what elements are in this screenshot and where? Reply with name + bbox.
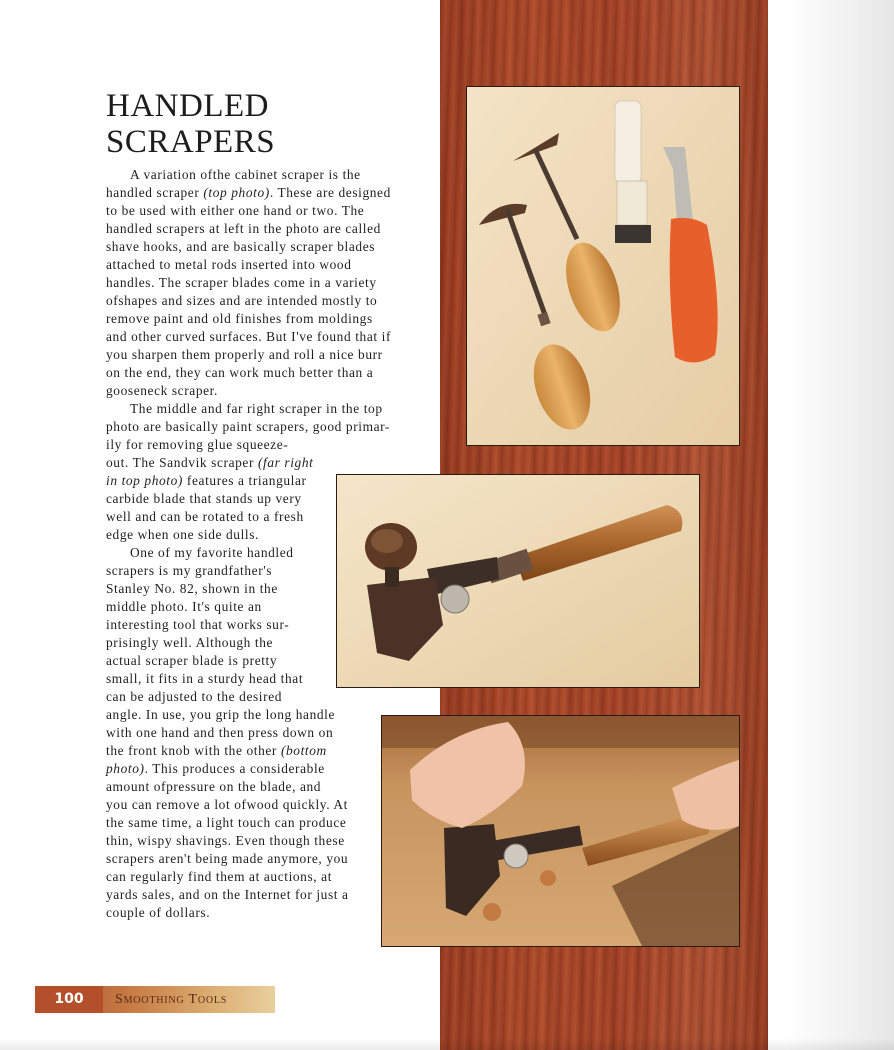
text-run: prisingly well. Although the (106, 635, 274, 650)
text-run: handled scrapers at left in the photo are called (106, 221, 381, 236)
text-run: to be used with either one hand or two. The (106, 203, 365, 218)
page-title (106, 88, 426, 160)
section-title: Smoothing Tools (115, 992, 228, 1007)
text-run: Stanley No. 82, shown in the (106, 581, 278, 596)
italic-ref: in top photo) (106, 473, 183, 488)
body-line (106, 220, 381, 238)
text-run: angle. In use, you grip the long handle (106, 707, 336, 722)
text-run: handled scraper (106, 185, 204, 200)
text-run: out. The Sandvik scraper (106, 455, 258, 470)
text-run: interesting tool that works sur- (106, 617, 290, 632)
body-line (106, 526, 259, 544)
text-run: you sharpen them properly and roll a nice burr (106, 347, 383, 362)
text-run: middle photo. It's quite an (106, 599, 262, 614)
text-run: attached to metal rods inserted into wood (106, 257, 352, 272)
text-run: . These are designed (269, 185, 391, 200)
body-line (106, 760, 325, 778)
text-run: edge when one side dulls. (106, 527, 259, 542)
body-line (106, 454, 313, 472)
body-line (106, 832, 345, 850)
text-run: ofshapes and sizes and are intended mostly to (106, 293, 378, 308)
photo-stanley-82 (336, 474, 700, 688)
text-run: ily for removing glue squeeze- (106, 437, 289, 452)
text-run: photo are basically paint scrapers, good primar- (106, 419, 390, 434)
body-line (106, 616, 289, 634)
body-line (130, 166, 361, 184)
body-line (106, 562, 272, 580)
page-shadow (0, 1038, 894, 1050)
text-run: actual scraper blade is pretty (106, 653, 278, 668)
body-line (106, 490, 302, 508)
body-line (106, 814, 346, 832)
body-line (106, 238, 375, 256)
body-line (106, 256, 352, 274)
text-run: with one hand and then press down on (106, 725, 334, 740)
body-line (106, 436, 288, 454)
body-line (106, 508, 304, 526)
body-line (106, 724, 333, 742)
page-number: 100 (35, 986, 103, 1013)
text-run: the front knob with the other (106, 743, 281, 758)
body-line (106, 706, 335, 724)
text-run: can be adjusted to the desired (106, 689, 283, 704)
text-run: can regularly find them at auctions, at (106, 869, 333, 884)
body-line (106, 580, 278, 598)
text-run: yards sales, and on the Internet for just a (106, 887, 349, 902)
text-run: A variation ofthe cabinet scraper is the (130, 167, 361, 182)
italic-ref: (bottom (280, 743, 327, 758)
body-line (106, 868, 332, 886)
body-line (106, 742, 327, 760)
body-line (106, 652, 277, 670)
photo-scraper-in-use (381, 715, 740, 947)
body-line (106, 364, 373, 382)
body-line (106, 310, 373, 328)
text-run: One of my favorite handled (130, 545, 294, 560)
body-line (106, 796, 348, 814)
text-run: small, it fits in a sturdy head that (106, 671, 304, 686)
body-line (130, 400, 383, 418)
title-line-1: HANDLED (106, 88, 269, 124)
body-line (106, 328, 391, 346)
text-run: shave hooks, and are basically scraper blades (106, 239, 376, 254)
text-run: gooseneck scraper. (106, 383, 218, 398)
text-run: the same time, a light touch can produce (106, 815, 347, 830)
text-run: thin, wispy shavings. Even though these (106, 833, 345, 848)
italic-ref: (top photo) (203, 185, 270, 200)
body-line (130, 544, 294, 562)
text-run: well and can be rotated to a fresh (106, 509, 304, 524)
body-line (106, 670, 303, 688)
body-line (106, 184, 391, 202)
text-run: couple of dollars. (106, 905, 211, 920)
body-line (106, 598, 262, 616)
body-line (106, 778, 321, 796)
body-line (106, 418, 390, 436)
text-run: and other curved surfaces. But I've found that if (106, 329, 392, 344)
title-line-2: SCRAPERS (106, 124, 276, 160)
italic-ref: photo) (106, 761, 145, 776)
body-line (106, 886, 349, 904)
text-run: on the end, they can work much better than a (106, 365, 374, 380)
body-line (106, 688, 282, 706)
body-line (106, 382, 218, 400)
text-run: amount ofpressure on the blade, and (106, 779, 322, 794)
text-run: scrapers is my grandfather's (106, 563, 273, 578)
text-run: . This produces a considerable (144, 761, 325, 776)
photo-handled-scrapers (466, 86, 740, 446)
text-run: handles. The scraper blades come in a variety (106, 275, 377, 290)
italic-ref: (far right (257, 455, 314, 470)
text-run: carbide blade that stands up very (106, 491, 302, 506)
body-line (106, 472, 307, 490)
text-run: The middle and far right scraper in the top (130, 401, 383, 416)
body-line (106, 292, 377, 310)
text-run: you can remove a lot ofwood quickly. At (106, 797, 348, 812)
body-line (106, 634, 273, 652)
body-line (106, 346, 383, 364)
text-run: features a triangular (182, 473, 307, 488)
text-run: remove paint and old finishes from moldings (106, 311, 373, 326)
text-run: scrapers aren't being made anymore, you (106, 851, 349, 866)
body-line (106, 274, 377, 292)
body-line (106, 850, 348, 868)
body-line (106, 202, 364, 220)
body-line (106, 904, 210, 922)
